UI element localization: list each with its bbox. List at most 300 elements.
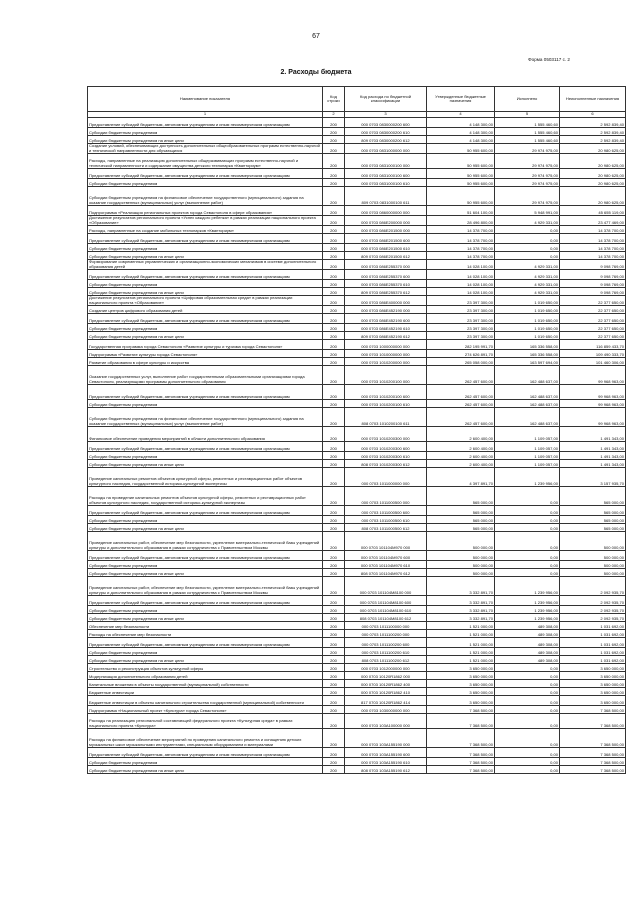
cell-remaining: 500 000,00 — [560, 569, 626, 577]
cell-kbk: 000 0703 101104М970 000 — [345, 532, 427, 551]
cell-name: Расходы, направленные на создание мобильных технопарков «Кванториум» — [88, 226, 323, 234]
cell-line-code: 200 — [323, 118, 345, 128]
cell-kbk: 000 0703 103A100000 000 — [345, 714, 427, 729]
cell-remaining: 1 491 343,00 — [560, 460, 626, 468]
column-number: 2 — [323, 112, 345, 118]
cell-kbk: 000 0703 103A155190 000 — [345, 729, 427, 748]
cell-remaining: 3 650 000,00 — [560, 672, 626, 680]
cell-kbk: 000 0703 1011000000 000 — [345, 468, 427, 487]
section-title: 2. Расходы бюджета — [280, 69, 352, 76]
cell-remaining: 20 980 625,00 — [560, 169, 626, 179]
cell-line-code: 200 — [323, 324, 345, 332]
cell-executed: 4 929 331,00 — [495, 280, 560, 288]
cell-approved: 2 600 400,00 — [427, 460, 495, 468]
cell-name: Расходы, направленные на реализацию дополнительных общеразвивающих программ естественно-научной и технической направленности и содержание имущества детского технопарка «Кванториум» — [88, 154, 323, 169]
cell-name: Предоставление субсидий бюджетным, автономным учреждениям и иным некоммерческим организациям — [88, 596, 323, 606]
cell-executed: 4 929 331,00 — [495, 216, 560, 226]
cell-approved: 50 955 600,00 — [427, 179, 495, 187]
table-row — [88, 358, 626, 366]
cell-remaining: 22 377 650,00 — [560, 314, 626, 324]
cell-line-code: 200 — [323, 648, 345, 656]
cell-remaining: 99 968 963,00 — [560, 408, 626, 427]
cell-kbk: 000 0703 1011000500 000 — [345, 487, 427, 506]
cell-line-code: 200 — [323, 128, 345, 136]
cell-kbk: 000 0703 086E255370 610 — [345, 280, 427, 288]
cell-kbk: 000 0703 10120R1862 000 — [345, 672, 427, 680]
cell-line-code: 200 — [323, 696, 345, 706]
cell-kbk: 808 0703 103A155190 612 — [345, 766, 427, 774]
cell-remaining: 2 092 935,70 — [560, 577, 626, 596]
cell-remaining: 500 000,00 — [560, 532, 626, 551]
cell-approved: 3 650 000,00 — [427, 688, 495, 696]
cell-executed: 0,00 — [495, 244, 560, 252]
cell-approved: 4 397 891,70 — [427, 468, 495, 487]
cell-remaining: 3 650 000,00 — [560, 696, 626, 706]
cell-line-code: 200 — [323, 606, 345, 614]
cell-remaining: 1 031 692,00 — [560, 656, 626, 664]
cell-executed: 0,00 — [495, 226, 560, 234]
table-row — [88, 144, 626, 154]
cell-approved: 14 378 700,00 — [427, 226, 495, 234]
cell-name: Субсидии бюджетным учреждениям — [88, 244, 323, 252]
cell-line-code: 200 — [323, 314, 345, 324]
cell-line-code: 200 — [323, 680, 345, 688]
cell-kbk: 000 0703 1010200100 600 — [345, 385, 427, 400]
cell-kbk: 000 0703 0831000100 600 — [345, 169, 427, 179]
cell-remaining: 9 098 769,00 — [560, 270, 626, 280]
cell-remaining: 20 980 625,00 — [560, 187, 626, 206]
column-header-remaining: Неисполненные назначения — [560, 87, 626, 112]
cell-executed: 1 239 956,00 — [495, 614, 560, 622]
cell-executed: 165 336 558,00 — [495, 350, 560, 358]
cell-executed: 165 336 558,00 — [495, 340, 560, 350]
cell-kbk: 808 0703 1011100200 612 — [345, 656, 427, 664]
cell-kbk: 000 0703 103A155190 600 — [345, 748, 427, 758]
table-row — [88, 596, 626, 606]
table-row — [88, 332, 626, 340]
cell-remaining: 99 968 963,00 — [560, 400, 626, 408]
column-header-kbk: Код расхода по бюджетной классификации — [345, 87, 427, 112]
cell-remaining: 1 031 692,00 — [560, 622, 626, 630]
cell-executed: 0,00 — [495, 664, 560, 672]
table-row — [88, 551, 626, 561]
cell-executed: 29 974 975,00 — [495, 154, 560, 169]
cell-kbk: 808 0703 101104М8100 612 — [345, 614, 427, 622]
cell-name: Государственная программа города Севастополя «Развитие культуры и туризма города Севастополя» — [88, 340, 323, 350]
cell-approved: 14 028 100,00 — [427, 280, 495, 288]
column-number: 1 — [88, 112, 323, 118]
cell-name: Субсидии бюджетным учреждениям на финансовое обеспечение государственного (муниципального) задания на оказание государственных (муниципальных) услуг (выполнение работ) — [88, 408, 323, 427]
cell-remaining: 7 368 500,00 — [560, 766, 626, 774]
cell-executed: 162 488 637,00 — [495, 366, 560, 385]
table-row — [88, 606, 626, 614]
cell-remaining: 7 368 500,00 — [560, 706, 626, 714]
cell-executed: 0,00 — [495, 758, 560, 766]
cell-executed: 0,00 — [495, 516, 560, 524]
table-row — [88, 216, 626, 226]
cell-name: Субсидии бюджетным учреждениям — [88, 179, 323, 187]
cell-name: Создание условий, обеспечивающих доступность дополнительных общеобразовательных программ естественно-научной и технической направленности для обучающихся — [88, 144, 323, 154]
cell-executed: 163 597 694,00 — [495, 358, 560, 366]
cell-line-code: 200 — [323, 729, 345, 748]
cell-executed: 489 308,00 — [495, 656, 560, 664]
cell-executed: 0,00 — [495, 532, 560, 551]
table-row — [88, 385, 626, 400]
cell-name: Субсидии бюджетным учреждениям на иные цели — [88, 524, 323, 532]
cell-executed: 0,00 — [495, 569, 560, 577]
cell-line-code: 200 — [323, 270, 345, 280]
cell-line-code: 200 — [323, 442, 345, 452]
cell-approved: 14 378 700,00 — [427, 252, 495, 260]
cell-name: Достижение результатов регионального проекта «Успех каждого ребенка» в рамках реализации национального проекта «Образование» — [88, 216, 323, 226]
table-row — [88, 136, 626, 144]
cell-kbk: 000 0703 086E452190 610 — [345, 324, 427, 332]
cell-executed: 0,00 — [495, 706, 560, 714]
cell-remaining: 9 098 769,00 — [560, 260, 626, 270]
cell-line-code: 200 — [323, 452, 345, 460]
table-row — [88, 427, 626, 442]
cell-approved: 262 457 600,00 — [427, 366, 495, 385]
column-header-approved: Утвержденные бюджетные назначения — [427, 87, 495, 112]
cell-approved: 4 148 300,00 — [427, 118, 495, 128]
cell-approved: 4 148 300,00 — [427, 128, 495, 136]
cell-executed: 1 239 956,00 — [495, 577, 560, 596]
cell-approved: 500 000,00 — [427, 551, 495, 561]
cell-remaining: 7 368 500,00 — [560, 758, 626, 766]
cell-executed: 1 019 650,00 — [495, 296, 560, 306]
cell-line-code: 200 — [323, 366, 345, 385]
cell-remaining: 20 980 625,00 — [560, 144, 626, 154]
cell-name: Проведение капитальных работ, обеспечение мер безопасности, укрепление материально-технической базы учреждений культуры и дополнительного образования в рамках сотрудничества с Правительством Москвы — [88, 532, 323, 551]
cell-line-code: 200 — [323, 524, 345, 532]
table-row — [88, 630, 626, 638]
cell-name: Субсидии бюджетным учреждениям на иные цели — [88, 288, 323, 296]
cell-remaining: 565 000,00 — [560, 487, 626, 506]
cell-approved: 262 457 600,00 — [427, 408, 495, 427]
cell-approved: 28 496 800,00 — [427, 216, 495, 226]
cell-line-code: 200 — [323, 400, 345, 408]
cell-executed: 0,00 — [495, 487, 560, 506]
cell-approved: 565 000,00 — [427, 524, 495, 532]
cell-name: Субсидии бюджетным учреждениям на иные цели — [88, 252, 323, 260]
cell-name: Модернизация дополнительного образования детей — [88, 672, 323, 680]
cell-approved: 23 397 300,00 — [427, 306, 495, 314]
cell-approved: 3 332 891,70 — [427, 577, 495, 596]
cell-line-code: 200 — [323, 144, 345, 154]
cell-approved: 1 521 000,00 — [427, 630, 495, 638]
table-row — [88, 487, 626, 506]
cell-kbk: 000 0703 1011000500 600 — [345, 506, 427, 516]
cell-remaining: 1 031 692,00 — [560, 630, 626, 638]
cell-approved: 7 368 500,00 — [427, 748, 495, 758]
cell-remaining: 22 377 650,00 — [560, 332, 626, 340]
cell-name: Субсидии бюджетным учреждениям — [88, 128, 323, 136]
table-row — [88, 460, 626, 468]
cell-executed: 489 308,00 — [495, 638, 560, 648]
cell-approved: 50 955 600,00 — [427, 154, 495, 169]
cell-executed: 1 239 956,00 — [495, 468, 560, 487]
cell-kbk: 000 0703 0831000100 000 — [345, 154, 427, 169]
cell-kbk: 000 0703 086E201500 610 — [345, 244, 427, 252]
cell-kbk: 000 0703 0830000200 600 — [345, 118, 427, 128]
table-row — [88, 288, 626, 296]
cell-name: Субсидии бюджетным учреждениям — [88, 324, 323, 332]
cell-name: Формирование современных управленческих и организационно-экономических механизмов в системе дополнительного образования детей — [88, 260, 323, 270]
cell-kbk: 809 0703 086E201500 612 — [345, 252, 427, 260]
cell-name: Субсидии бюджетным учреждениям — [88, 648, 323, 656]
cell-remaining: 109 490 333,70 — [560, 350, 626, 358]
column-number: 4 — [427, 112, 495, 118]
cell-approved: 2 600 400,00 — [427, 442, 495, 452]
table-body — [88, 118, 626, 774]
cell-name: Подпрограмма «Национальный проект «Культура» города Севастополя» — [88, 706, 323, 714]
cell-line-code: 200 — [323, 487, 345, 506]
cell-executed: 29 974 975,00 — [495, 179, 560, 187]
column-header-name: Наименование показателя — [88, 87, 323, 112]
cell-name: Субсидии бюджетным учреждениям на иные цели — [88, 569, 323, 577]
cell-remaining: 14 378 700,00 — [560, 234, 626, 244]
cell-approved: 23 397 300,00 — [427, 314, 495, 324]
cell-approved: 500 000,00 — [427, 561, 495, 569]
cell-kbk: 000 0703 1011100200 610 — [345, 648, 427, 656]
cell-name: Создание центров цифрового образования детей — [88, 306, 323, 314]
cell-remaining: 565 000,00 — [560, 516, 626, 524]
cell-approved: 14 028 100,00 — [427, 270, 495, 280]
cell-name: Обеспечение мер безопасности — [88, 622, 323, 630]
cell-kbk: 808 0703 1010200100 611 — [345, 408, 427, 427]
cell-line-code: 200 — [323, 672, 345, 680]
table-row — [88, 577, 626, 596]
cell-kbk: 000 0703 086E200000 000 — [345, 216, 427, 226]
cell-remaining: 1 031 692,00 — [560, 648, 626, 656]
cell-approved: 1 521 000,00 — [427, 648, 495, 656]
cell-kbk: 808 0703 101104М970 612 — [345, 569, 427, 577]
cell-line-code: 200 — [323, 706, 345, 714]
cell-kbk: 000 0703 10120R1862 410 — [345, 688, 427, 696]
cell-name: Предоставление субсидий бюджетным, автономным учреждениям и иным некоммерческим организациям — [88, 551, 323, 561]
cell-approved: 2 600 400,00 — [427, 427, 495, 442]
cell-line-code: 200 — [323, 136, 345, 144]
cell-line-code: 200 — [323, 551, 345, 561]
table-row — [88, 758, 626, 766]
cell-line-code: 200 — [323, 766, 345, 774]
cell-kbk: 000 0703 101104М8100 610 — [345, 606, 427, 614]
cell-approved: 262 457 600,00 — [427, 385, 495, 400]
column-number: 3 — [345, 112, 427, 118]
cell-remaining: 3 157 935,70 — [560, 468, 626, 487]
cell-line-code: 200 — [323, 169, 345, 179]
cell-line-code: 200 — [323, 427, 345, 442]
table-row — [88, 270, 626, 280]
table-row — [88, 442, 626, 452]
cell-name: Субсидии бюджетным учреждениям на финансовое обеспечение государственного (муниципального) задания на оказание государственных (муниципальных) услуг (выполнение работ) — [88, 187, 323, 206]
cell-kbk: 000 0703 1012000000 000 — [345, 664, 427, 672]
cell-kbk: 000 0703 086E452190 600 — [345, 314, 427, 324]
cell-kbk: 809 0703 086E452190 612 — [345, 332, 427, 340]
cell-approved: 262 457 600,00 — [427, 400, 495, 408]
cell-name: Субсидии бюджетным учреждениям — [88, 561, 323, 569]
cell-approved: 7 368 500,00 — [427, 766, 495, 774]
cell-line-code: 200 — [323, 179, 345, 187]
cell-remaining: 565 000,00 — [560, 506, 626, 516]
cell-remaining: 1 031 692,00 — [560, 638, 626, 648]
table-row — [88, 206, 626, 216]
cell-remaining: 2 092 935,70 — [560, 606, 626, 614]
table-row — [88, 187, 626, 206]
cell-line-code: 200 — [323, 596, 345, 606]
cell-line-code: 200 — [323, 532, 345, 551]
cell-name: Субсидии бюджетным учреждениям на иные цели — [88, 460, 323, 468]
cell-line-code: 200 — [323, 358, 345, 366]
cell-kbk: 808 0703 1011000500 612 — [345, 524, 427, 532]
cell-line-code: 200 — [323, 460, 345, 468]
cell-remaining: 9 098 769,00 — [560, 280, 626, 288]
cell-kbk: 000 0703 0860000000 000 — [345, 206, 427, 216]
table-row — [88, 252, 626, 260]
table-row — [88, 524, 626, 532]
table-row — [88, 672, 626, 680]
cell-line-code: 200 — [323, 206, 345, 216]
table-row — [88, 306, 626, 314]
cell-kbk: 000 0703 1010200300 610 — [345, 452, 427, 460]
cell-line-code: 200 — [323, 748, 345, 758]
cell-kbk: 000 0703 086E255370 000 — [345, 260, 427, 270]
cell-line-code: 200 — [323, 561, 345, 569]
cell-line-code: 200 — [323, 252, 345, 260]
cell-approved: 282 195 991,70 — [427, 340, 495, 350]
column-header-code: Код строки — [323, 87, 345, 112]
cell-name: Предоставление субсидий бюджетным, автономным учреждениям и иным некоммерческим организациям — [88, 442, 323, 452]
table-row — [88, 506, 626, 516]
cell-line-code: 200 — [323, 758, 345, 766]
cell-approved: 500 000,00 — [427, 569, 495, 577]
cell-remaining: 2 592 839,40 — [560, 118, 626, 128]
cell-kbk: 809 0703 0830000200 612 — [345, 136, 427, 144]
cell-approved: 565 000,00 — [427, 516, 495, 524]
cell-name: Субсидии бюджетным учреждениям — [88, 606, 323, 614]
cell-remaining: 99 968 963,00 — [560, 366, 626, 385]
table-row — [88, 648, 626, 656]
cell-remaining: 99 968 963,00 — [560, 385, 626, 400]
table-row — [88, 226, 626, 234]
cell-kbk: 000 0703 101104М8100 000 — [345, 577, 427, 596]
cell-name: Достижение результатов регионального проекта «Цифровая образовательная среда» в рамках реализации национального проекта «Образование» — [88, 296, 323, 306]
cell-executed: 162 488 637,00 — [495, 385, 560, 400]
cell-line-code: 200 — [323, 577, 345, 596]
cell-line-code: 200 — [323, 569, 345, 577]
cell-line-code: 200 — [323, 154, 345, 169]
table-row — [88, 622, 626, 630]
cell-remaining: 20 980 625,00 — [560, 179, 626, 187]
cell-remaining: 7 368 500,00 — [560, 729, 626, 748]
cell-executed: 0,00 — [495, 551, 560, 561]
cell-kbk: 000 0703 1030000000 000 — [345, 706, 427, 714]
cell-remaining: 2 092 935,70 — [560, 614, 626, 622]
cell-executed: 489 308,00 — [495, 622, 560, 630]
cell-executed: 162 488 637,00 — [495, 408, 560, 427]
cell-remaining: 14 378 700,00 — [560, 244, 626, 252]
form-code: Форма 0503117 с. 2 — [528, 57, 570, 62]
cell-executed: 0,00 — [495, 561, 560, 569]
cell-approved: 1 521 000,00 — [427, 656, 495, 664]
cell-kbk: 000 0703 101104М970 610 — [345, 561, 427, 569]
cell-remaining: 14 378 700,00 — [560, 252, 626, 260]
cell-kbk: 000 0703 086E201500 000 — [345, 226, 427, 234]
table-row — [88, 234, 626, 244]
cell-executed: 0,00 — [495, 234, 560, 244]
cell-executed: 1 109 057,00 — [495, 452, 560, 460]
table-row — [88, 169, 626, 179]
cell-remaining: 1 491 343,00 — [560, 442, 626, 452]
cell-executed: 1 109 057,00 — [495, 427, 560, 442]
table-row — [88, 638, 626, 648]
table-row — [88, 569, 626, 577]
cell-approved: 50 955 600,00 — [427, 187, 495, 206]
cell-line-code: 200 — [323, 656, 345, 664]
cell-name: Предоставление субсидий бюджетным, автономным учреждениям и иным некоммерческим организациям — [88, 234, 323, 244]
cell-name: Расходы на проведение капитальных ремонтов объектов культурной сферы, ремонтных и реставрационных работ объектов культурного наследия, государственной историко-культурной экспертизы — [88, 487, 323, 506]
cell-remaining: 14 378 700,00 — [560, 226, 626, 234]
cell-approved: 51 604 100,00 — [427, 206, 495, 216]
cell-line-code: 200 — [323, 260, 345, 270]
cell-executed: 1 109 057,00 — [495, 442, 560, 452]
table-row — [88, 244, 626, 252]
cell-remaining: 45 655 119,00 — [560, 206, 626, 216]
cell-name: Подпрограмма «Реализация региональных проектов города Севастополя в сфере образования» — [88, 206, 323, 216]
cell-name: Предоставление субсидий бюджетным, автономным учреждениям и иным некоммерческим организациям — [88, 314, 323, 324]
cell-executed: 29 974 975,00 — [495, 144, 560, 154]
cell-kbk: 000 0703 1010200100 000 — [345, 366, 427, 385]
cell-executed: 0,00 — [495, 680, 560, 688]
cell-remaining: 500 000,00 — [560, 551, 626, 561]
cell-name: Расходы на финансовое обеспечение мероприятий по проведению капитального ремонта и оснащению детских музыкальных школ музыкальными инструментами, специальным оборудованием и материалами — [88, 729, 323, 748]
cell-approved: 7 368 500,00 — [427, 758, 495, 766]
cell-kbk: 000 0703 1010200000 000 — [345, 358, 427, 366]
cell-line-code: 200 — [323, 306, 345, 314]
cell-kbk: 000 0703 086E452190 000 — [345, 306, 427, 314]
cell-remaining: 116 859 433,70 — [560, 340, 626, 350]
cell-name: Субсидии бюджетным учреждениям — [88, 280, 323, 288]
table-row — [88, 656, 626, 664]
column-number: 6 — [560, 112, 626, 118]
cell-approved: 565 000,00 — [427, 487, 495, 506]
cell-kbk: 000 0703 1010200300 600 — [345, 442, 427, 452]
cell-approved: 3 650 000,00 — [427, 680, 495, 688]
cell-name: Бюджетные инвестиции — [88, 688, 323, 696]
cell-executed: 1 019 650,00 — [495, 324, 560, 332]
cell-kbk: 817 0703 10120R1862 414 — [345, 696, 427, 706]
cell-remaining: 22 377 650,00 — [560, 324, 626, 332]
cell-kbk: 000 0703 10120R1862 400 — [345, 680, 427, 688]
cell-approved: 50 955 600,00 — [427, 144, 495, 154]
cell-executed: 0,00 — [495, 252, 560, 260]
cell-approved: 2 600 400,00 — [427, 452, 495, 460]
cell-executed: 4 929 331,00 — [495, 288, 560, 296]
cell-approved: 14 378 700,00 — [427, 234, 495, 244]
cell-executed: 1 555 460,60 — [495, 118, 560, 128]
cell-line-code: 200 — [323, 280, 345, 288]
cell-remaining: 1 491 343,00 — [560, 452, 626, 460]
cell-name: Субсидии бюджетным учреждениям — [88, 758, 323, 766]
cell-executed: 0,00 — [495, 766, 560, 774]
cell-remaining: 20 980 625,00 — [560, 154, 626, 169]
table-row — [88, 314, 626, 324]
cell-line-code: 200 — [323, 638, 345, 648]
cell-executed: 0,00 — [495, 714, 560, 729]
table-row — [88, 408, 626, 427]
cell-executed: 0,00 — [495, 748, 560, 758]
cell-approved: 565 000,00 — [427, 506, 495, 516]
